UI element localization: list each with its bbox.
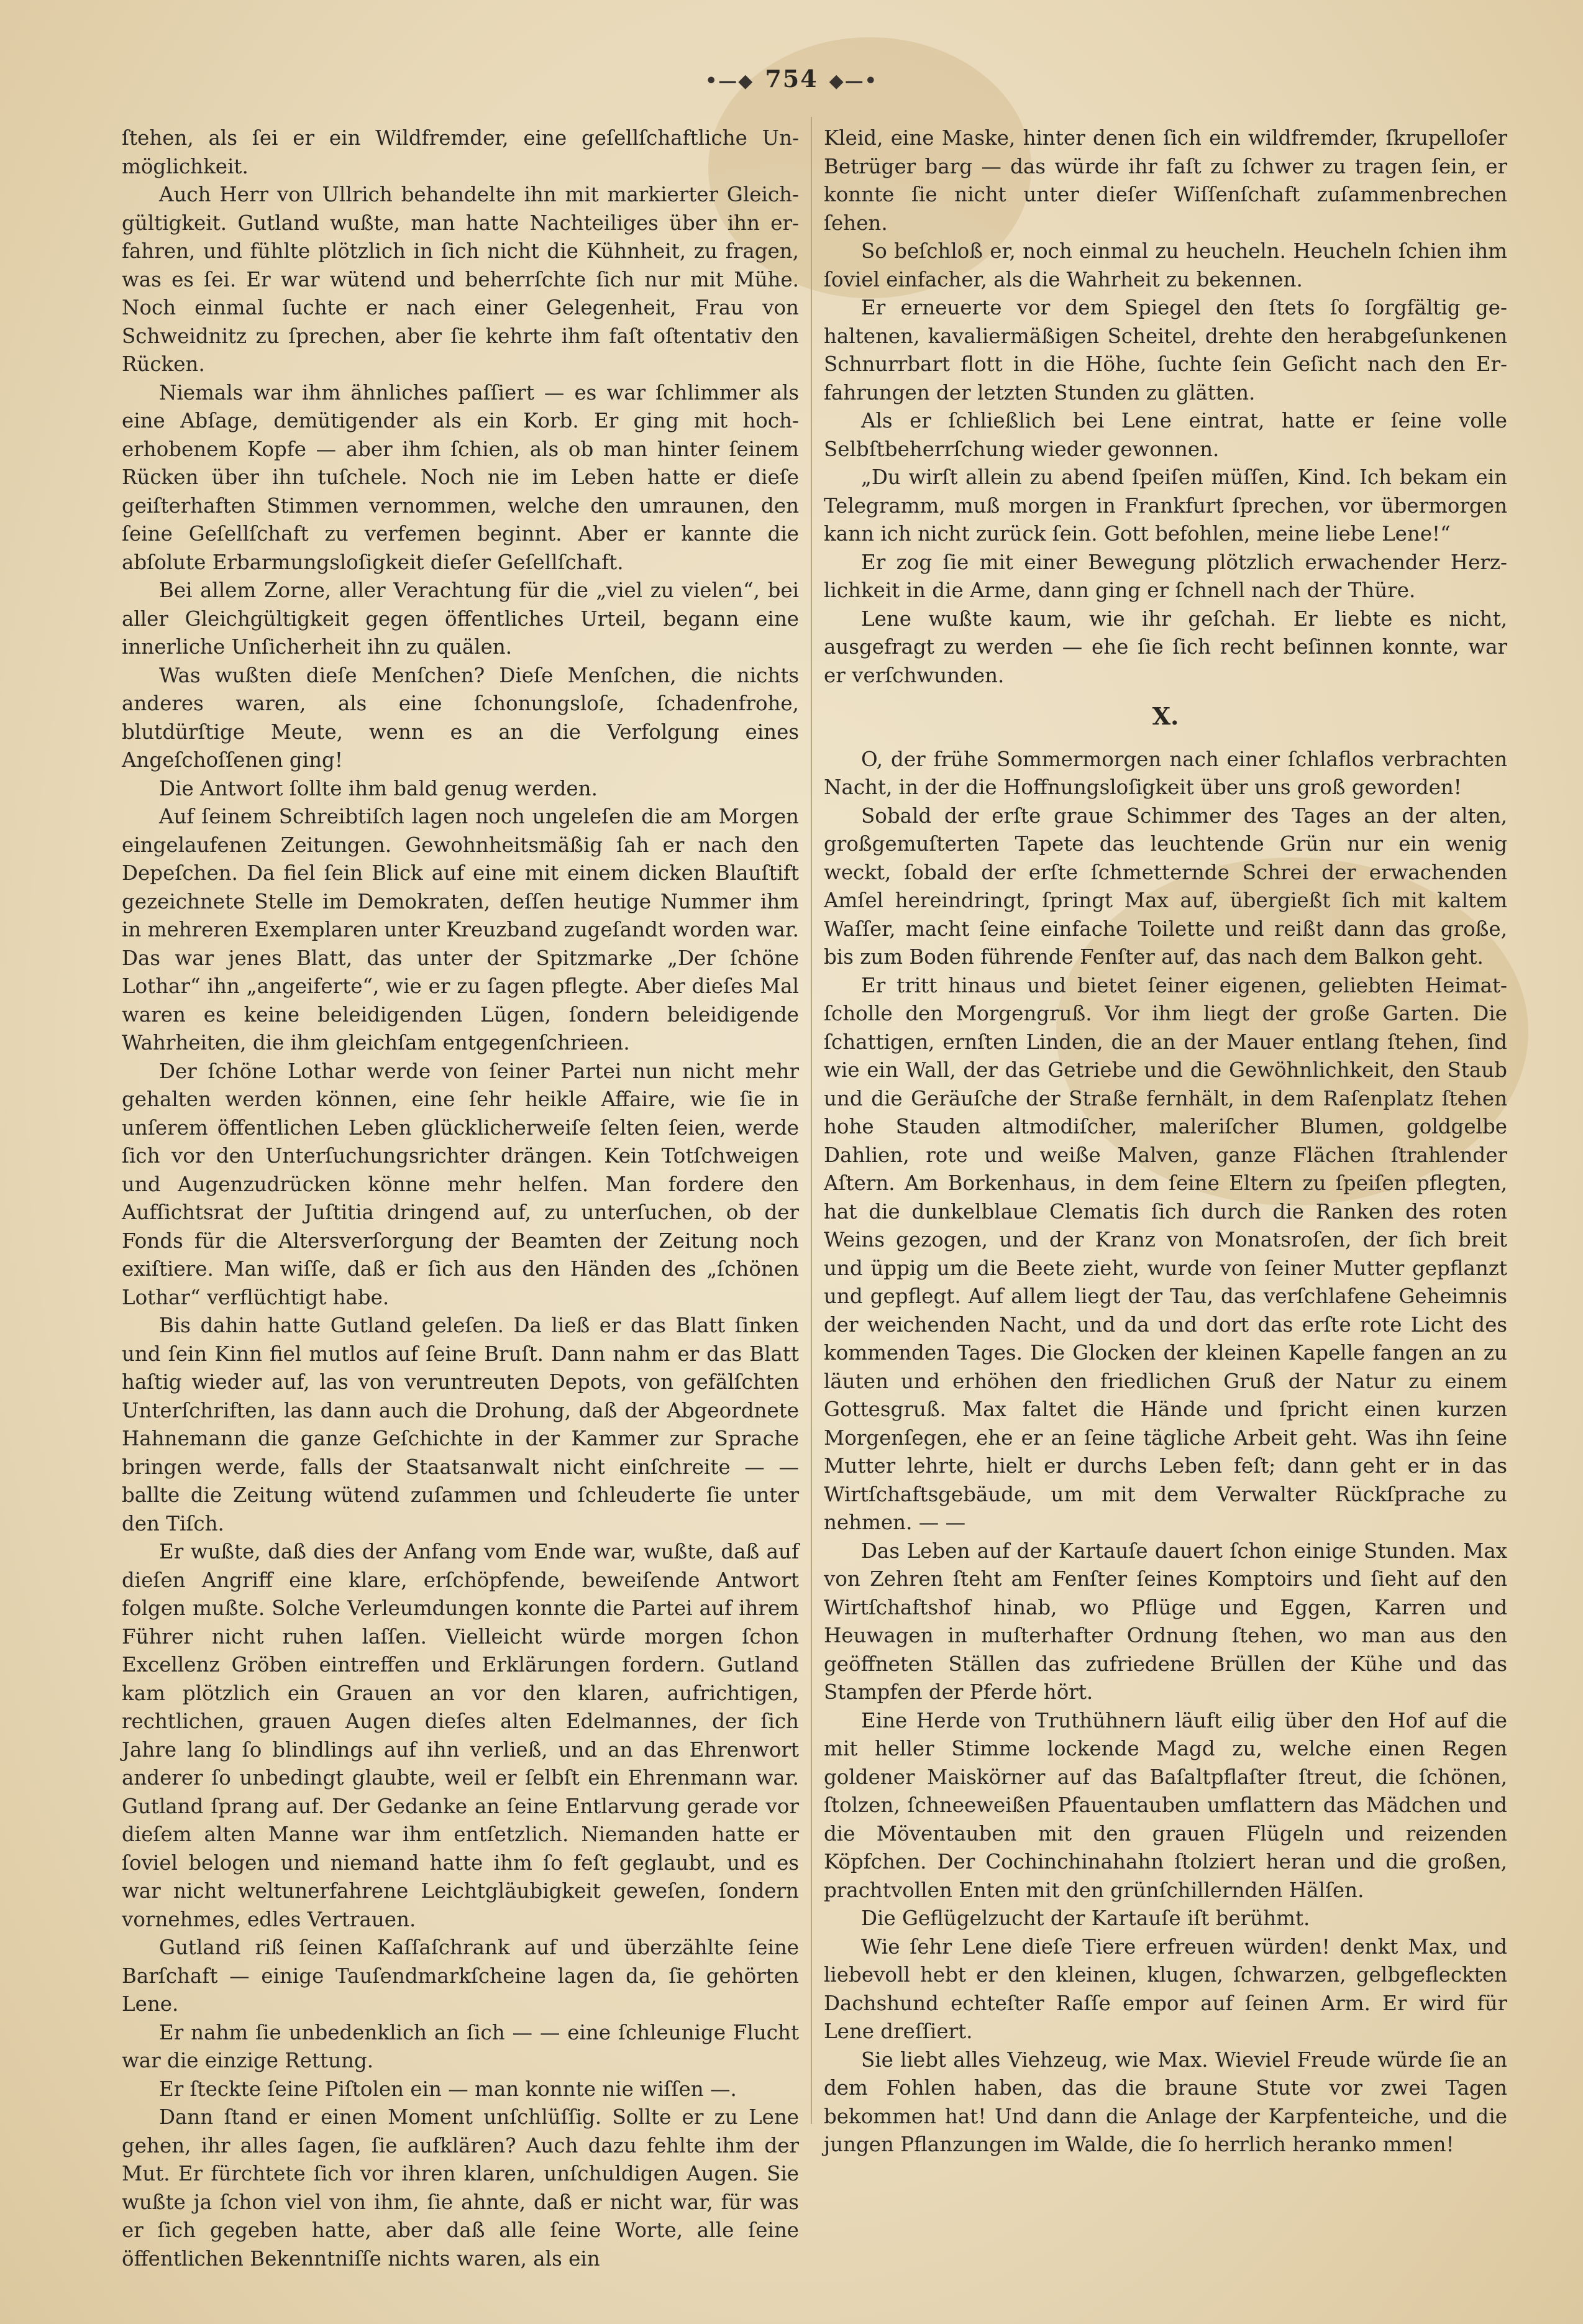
paragraph: Niemals war ihm ähnliches paſſiert — es war ſchlimmer als eine Abſage, demütigender als ein Korb. Er ging mit hocherhobenem Kopfe — aber ihm ſchien, als ob man hinter ſeinem Rücken über ihn tuſchele. Noch nie im Leben hatte er dieſe geiſterhaften Stimmen vernommen, welche den umraunen, den ſeine Geſellſchaft zu verfemen beginnt. Aber er kannte die abſolute Erbarmungsloſigkeit dieſer Geſellſchaft. — [122, 380, 799, 574]
paragraph: Wie ſehr Lene dieſe Tiere erfreuen würden! denkt Max, und liebevoll hebt er den kleinen, klugen, ſchwarzen, gelbgefleckten Dachshund echteſter Raſſe empor auf ſeinen Arm. Er wird für Lene dreſſiert. — [824, 1934, 1507, 2043]
paragraph: ſtehen, als ſei er ein Wildfremder, eine geſellſchaftliche Unmöglichkeit. — [122, 126, 799, 178]
paragraph: Er zog ſie mit einer Bewegung plötzlich erwachender Herzlichkeit in die Arme, dann ging er ſchnell nach der Thüre. — [824, 550, 1507, 602]
paragraph: Bis dahin hatte Gutland geleſen. Da ließ er das Blatt ſinken und ſein Kinn fiel mutlos auf ſeine Bruſt. Dann nahm er das Blatt haſtig wieder auf, las von veruntreuten Depots, von gefälſchten Unterſchriften, las dann auch die Drohung, daß der Abgeordnete Hahnemann die ganze Geſchichte in der Kammer zur Sprache bringen werde, falls der Staatsanwalt nicht einſchreite — — ballte die Zeitung wütend zuſammen und ſchleuderte ſie unter den Tiſch. — [122, 1314, 799, 1535]
paragraph: Das Leben auf der Kartauſe dauert ſchon einige Stunden. Max von Zehren ſteht am Fenſter ſeines Komptoirs und ſieht auf den Wirtſchaftshof hinab, wo Pflüge und Eggen, Karren und Heuwagen in muſterhafter Ordnung ſtehen, wo man aus den geöffneten Ställen das zufriedene Brüllen der Kühe und das Stampfen der Pferde hört. — [824, 1539, 1507, 1704]
paragraph: So beſchloß er, noch einmal zu heucheln. Heucheln ſchien ihm ſoviel einfacher, als die Wahrheit zu bekennen. — [824, 239, 1507, 291]
paragraph: Sie liebt alles Viehzeug, wie Max. Wieviel Freude würde ſie an dem Fohlen haben, das die braune Stute vor zwei Tagen bekommen hat! Und dann die Anlage der Karpfenteiche, und die jungen Pflanzungen im Walde, die ſo herrlich heranko mmen! — [824, 2047, 1507, 2156]
paragraph: Auf ſeinem Schreibtiſch lagen noch ungeleſen die am Morgen eingelaufenen Zeitungen. Gewohnheitsmäßig ſah er nach den Depeſchen. Da fiel ſein Blick auf eine mit einem dicken Blauſtift gezeichnete Stelle im Demokraten, deſſen heutige Nummer ihm in mehreren Exemplaren unter Kreuzband zugeſandt worden war. Das war jenes Blatt, das unter der Spitzmarke „Der ſchöne Lothar“ ihn „angeiferte“, wie er zu ſagen pflegte. Aber dieſes Mal waren es keine beleidigenden Lügen, ſondern beleidigende Wahrheiten, die ihm gleichſam entgegenſchrieen. — [122, 805, 799, 1054]
paragraph: Er nahm ſie unbedenklich an ſich — — eine ſchleunige Flucht war die einzige Rettung. — [122, 2020, 799, 2072]
paragraph: O, der frühe Sommermorgen nach einer ſchlaflos verbrachten Nacht, in der die Hoffnungsloſigkeit über uns groß geworden! — [824, 747, 1507, 799]
paragraph: Auch Herr von Ullrich behandelte ihn mit markierter Gleichgültigkeit. Gutland wußte, man hatte Nachteiliges über ihn erfahren, und fühlte plötzlich in ſich nicht die Kühnheit, zu fragen, was es ſei. Er war wütend und beherrſchte ſich nur mit Mühe. Noch einmal ſuchte er nach einer Gelegenheit, Frau von Schweidnitz zu ſprechen, aber ſie kehrte ihm faſt oſtentativ den Rücken. — [122, 183, 799, 376]
chapter-heading: X. — [1152, 702, 1179, 730]
left-ornament-icon: •—◆ — [705, 70, 754, 92]
right-ornament-icon: ◆—• — [829, 70, 878, 92]
column-divider — [811, 117, 812, 2124]
paragraph: Dann ſtand er einen Moment unſchlüſſig. Sollte er zu Lene gehen, ihr alles ſagen, ſie aufklären? Auch dazu fehlte ihm der Mut. Er fürchtete ſich vor ihren klaren, unſchuldigen Augen. Sie wußte ja ſchon viel von ihm, ſie ahnte, daß er nicht war, für was er ſich gegeben hatte, aber daß alle ſeine Worte, alle ſeine öffentlichen Bekenntniſſe nichts waren, als ein — [122, 2105, 799, 2271]
paragraph: Was wußten dieſe Menſchen? Dieſe Menſchen, die nichts anderes waren, als eine ſchonungsloſe, ſchadenfrohe, blutdürſtige Meute, wenn es an die Verfolgung eines Angeſchoſſenen ging! — [122, 663, 799, 772]
paragraph: Kleid, eine Maske, hinter denen ſich ein wildfremder, ſkrupelloſer Betrüger barg — das würde ihr faſt zu ſchwer zu tragen ſein, er konnte ſie nicht unter dieſer Wiſſenſchaft zuſammenbrechen ſehen. — [824, 126, 1507, 235]
left-column — [122, 124, 799, 2273]
right-column-top — [824, 124, 1507, 690]
paragraph: Lene wußte kaum, wie ihr geſchah. Er liebte es nicht, ausgefragt zu werden — ehe ſie ſich recht beſinnen konnte, war er verſchwunden. — [824, 606, 1507, 687]
right-column-bottom — [824, 746, 1507, 2159]
paragraph: Der ſchöne Lothar werde von ſeiner Partei nun nicht mehr gehalten werden können, eine ſehr heikle Affaire, wie ſie in unſerem öffentlichen Leben glücklicherweiſe ſelten ſeien, werde ſich vor den Unterſuchungsrichter drängen. Kein Totſchweigen und Augenzudrücken könne mehr helfen. Man fordere den Aufſichtsrat der Juſtitia dringend auf, zu unterſuchen, ob der Fonds für die Altersverſorgung der Beamten der Zeitung noch exiſtiere. Man wiſſe, daß er ſich aus den Händen des „ſchönen Lothar“ verflüchtigt habe. — [122, 1059, 799, 1309]
right-column — [824, 124, 1507, 2159]
paragraph: Gutland riß ſeinen Kaſſaſchrank auf und überzählte ſeine Barſchaft — einige Tauſendmarkſcheine lagen da, ſie gehörten Lene. — [122, 1936, 799, 2016]
paragraph: Sobald der erſte graue Schimmer des Tages an der alten, großgemuſterten Tapete das leuchtende Grün nur ein wenig weckt, ſobald der erſte ſchmetternde Schrei der erwachenden Amſel hereindringt, ſpringt Max auf, übergießt ſich mit kaltem Waſſer, macht ſeine einfache Toilette und reißt dann das große, bis zum Boden führende Fenſter auf, das nach dem Balkon geht. — [824, 803, 1507, 969]
paragraph: „Du wirſt allein zu abend ſpeiſen müſſen, Kind. Ich bekam ein Telegramm, muß morgen in Frankfurt ſprechen, vor übermorgen kann ich nicht zurück ſein. Gott befohlen, meine liebe Lene!“ — [824, 465, 1507, 546]
paragraph: Eine Herde von Truthühnern läuft eilig über den Hof auf die mit heller Stimme lockende Magd zu, welche einen Regen goldener Maiskörner auf das Baſaltpflaſter ſtreut, die ſchönen, ſtolzen, ſchneeweißen Pfauentauben umflattern das Mädchen und die Möventauben mit den grauen Flügeln und reizenden Köpfchen. Der Cochinchinahahn ſtolziert heran und die großen, prachtvollen Enten mit den grünſchillernden Hälſen. — [824, 1708, 1507, 1902]
paragraph: Als er ſchließlich bei Lene eintrat, hatte er ſeine volle Selbſtbeherrſchung wieder gewonnen. — [824, 409, 1507, 461]
paragraph: Er wußte, daß dies der Anfang vom Ende war, wußte, daß auf dieſen Angriff eine klare, erſchöpfende, beweiſende Antwort folgen mußte. Solche Verleumdungen konnte die Partei auf ihrem Führer nicht ruhen laſſen. Vielleicht würde morgen ſchon Excellenz Gröben eintreffen und Erklärungen fordern. Gutland kam plötzlich ein Grauen an vor den klaren, aufrichtigen, rechtlichen, grauen Augen dieſes alten Edelmannes, der ſich Jahre lang ſo blindlings auf ihn verließ, und an das Ehrenwort anderer ſo unbedingt glaubte, weil er ſelbſt ein Ehrenmann war. Gutland ſprang auf. Der Gedanke an ſeine Entlarvung gerade vor dieſem alten Manne war ihm entſetzlich. Niemanden hatte er ſoviel belogen und niemand hatte ihm ſo feſt geglaubt, und es war nicht weltunerfahrene Leichtgläubigkeit geweſen, ſondern vornehmes, edles Vertrauen. — [122, 1540, 799, 1931]
paragraph: Bei allem Zorne, aller Verachtung für die „viel zu vielen“, bei aller Gleichgültigkeit gegen öffentliches Urteil, begann eine innerliche Unſicherheit ihn zu quälen. — [122, 579, 799, 659]
paragraph: Er ſteckte ſeine Piſtolen ein — man konnte nie wiſſen —. — [159, 2077, 737, 2101]
page-header — [0, 65, 1583, 93]
page-number: 754 — [765, 65, 818, 93]
paragraph: Die Geflügelzucht der Kartauſe iſt berühmt. — [861, 1906, 1310, 1930]
paragraph: Die Antwort ſollte ihm bald genug werden. — [159, 776, 598, 800]
paragraph: Er tritt hinaus und bietet ſeiner eigenen, geliebten Heimatſcholle den Morgengruß. Vor ihm liegt der große Garten. Die ſchattigen, ernſten Linden, die an der Mauer entlang ſtehen, ſind wie ein Wall, der das Getriebe und die Gewöhnlichkeit, den Staub und die Geräuſche der Straße fernhält, in dem Raſenplatz ſtehen hohe Stauden altmodiſcher, maleriſcher Blumen, goldgelbe Dahlien, rote und weiße Malven, ganze Flächen ſtrahlender Aſtern. Am Borkenhaus, in dem ſeine Eltern zu ſpeiſen pflegten, hat die dunkelblaue Clematis ſich durch die Ranken des roten Weins gezogen, und der Kranz von Monatsroſen, der ſich breit und üppig um die Beete zieht, wurde von ſeiner Mutter gepflanzt und gepflegt. Auf allem liegt der Tau, das verſchlafene Geheimnis der weichenden Nacht, und da und dort das erſte rote Licht des kommenden Tages. Die Glocken der kleinen Kapelle fangen an zu läuten und erhöhen den friedlichen Gruß der Natur zu einem Gottesgruß. Max faltet die Hände und ſpricht einen kurzen Morgenſegen, ehe er an ſeine tägliche Arbeit geht. Was ihn ſeine Mutter lehrte, hielt er durchs Leben feſt; dann geht er in das Wirtſchaftsgebäude, um mit dem Verwalter Rückſprache zu nehmen. — — — [824, 973, 1507, 1534]
paragraph: Er erneuerte vor dem Spiegel den ſtets ſo ſorgfältig gehaltenen, kavaliermäßigen Scheitel, drehte den herabgeſunkenen Schnurrbart flott in die Höhe, ſuchte ſein Geſicht nach den Erfahrungen der letzten Stunden zu glätten. — [824, 296, 1507, 405]
